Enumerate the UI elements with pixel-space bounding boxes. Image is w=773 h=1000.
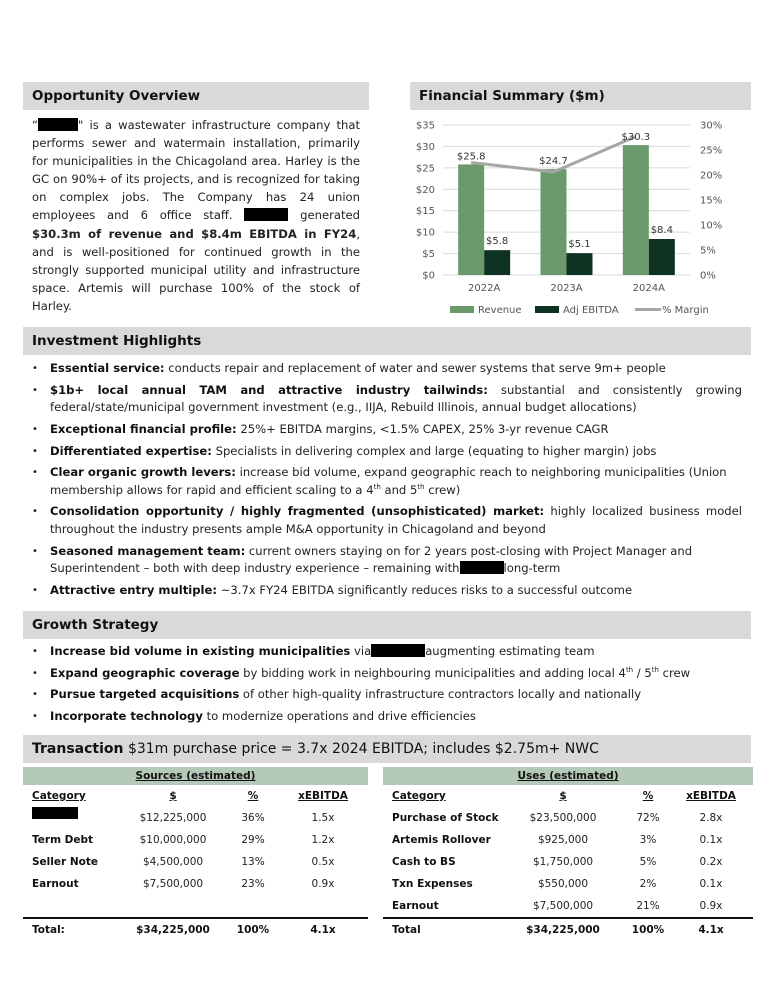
section-title: Financial Summary ($m) bbox=[419, 88, 605, 104]
revenue-bar bbox=[541, 169, 567, 275]
transaction-summary: $31m purchase price = 3.7x 2024 EBITDA; includes $2.75m+ NWC bbox=[123, 741, 599, 757]
legend-ebitda-swatch bbox=[535, 306, 559, 313]
list-item: • Expand geographic coverage by bidding work in neighbouring municipalities and adding local 4th / 5th crew bbox=[32, 665, 742, 683]
list-item: • Seasoned management team: current owners staying on for 2 years post-closing with Project Manager and Superintendent – both with deep industry experience – remaining with long-term bbox=[32, 543, 742, 578]
table-total-row: Total $34,225,000 100% 4.1x bbox=[392, 924, 724, 936]
redacted-company-name bbox=[38, 118, 78, 131]
y2-axis-tick: 15% bbox=[700, 195, 723, 207]
ebitda-data-label: $8.4 bbox=[650, 225, 673, 236]
legend-label: % Margin bbox=[662, 305, 709, 316]
sources-table bbox=[23, 767, 368, 941]
y2-axis-tick: 0% bbox=[700, 270, 716, 282]
table-row: Cash to BS $1,750,000 5% 0.2x bbox=[392, 856, 723, 868]
redacted-company-name bbox=[244, 208, 288, 221]
table-row: Purchase of Stock $23,500,000 72% 2.8x bbox=[392, 812, 723, 824]
revenue-data-label: $24.7 bbox=[539, 156, 568, 168]
ebitda-bar bbox=[567, 253, 593, 275]
x-axis-tick: 2022A bbox=[468, 283, 501, 294]
redacted-company-name bbox=[460, 561, 504, 574]
table-row: Term Debt $10,000,000 29% 1.2x bbox=[32, 834, 335, 846]
list-item: • Consolidation opportunity / highly fragmented (unsophisticated) market: highly localized business model throughout the industry presents ample M&A opportunity in Chicagoland and beyond bbox=[32, 503, 742, 538]
x-axis-tick: 2024A bbox=[632, 283, 665, 294]
list-item: • Increase bid volume in existing municipalities via augmenting estimating team bbox=[32, 643, 742, 661]
list-item: • Pursue targeted acquisitions of other high-quality infrastructure contractors locally and nationally bbox=[32, 686, 742, 704]
ebitda-data-label: $5.1 bbox=[568, 239, 591, 251]
ebitda-bar bbox=[484, 250, 510, 275]
y-axis-tick: $35 bbox=[415, 120, 435, 132]
section-title: Investment Highlights bbox=[32, 333, 202, 349]
y-axis-tick: $0 bbox=[422, 270, 435, 282]
opportunity-overview-header bbox=[23, 82, 369, 110]
y-axis-tick: $15 bbox=[415, 206, 435, 218]
investment-highlights-list bbox=[32, 360, 742, 604]
table-header-row: Category $ % xEBITDA bbox=[392, 790, 736, 802]
table-title: Uses (estimated) bbox=[383, 767, 753, 785]
list-item: • Attractive entry multiple: ~3.7x FY24 EBITDA significantly reduces risks to a successful outcome bbox=[32, 582, 742, 600]
redacted-company-name bbox=[371, 644, 425, 657]
revenue-data-label: $25.8 bbox=[456, 151, 486, 163]
list-item: • Incorporate technology to modernize operations and drive efficiencies bbox=[32, 708, 742, 726]
y-axis-tick: $5 bbox=[422, 249, 435, 261]
table-row: Seller Note $4,500,000 13% 0.5x bbox=[32, 856, 335, 868]
growth-strategy-header bbox=[23, 611, 751, 639]
y2-axis-tick: 20% bbox=[700, 170, 723, 182]
revenue-bar bbox=[623, 145, 649, 275]
y2-axis-tick: 30% bbox=[700, 120, 723, 132]
section-title: Transaction bbox=[32, 741, 124, 757]
investment-highlights-header bbox=[23, 327, 751, 355]
opportunity-overview-text: “ " is a wastewater infrastructure company that performs sewer and watermain installation, primarily for municipalities in the Chicagoland area. Harley is the GC on 90%+ of its projects, and is recognized for taking on complex jobs. The Company has 24 union employees and 6 office staff. generated $30.3m of revenue and $8.4m EBITDA in FY24, and is well-positioned for continued growth in the strongly supported municipal utility and infrastructure space. Artemis will purchase 100% of the stock of Harley. bbox=[32, 118, 360, 313]
table-row: Txn Expenses $550,000 2% 0.1x bbox=[392, 878, 723, 890]
financial-summary-chart bbox=[405, 112, 755, 327]
table-total-row: Total: $34,225,000 100% 4.1x bbox=[32, 924, 336, 936]
y-axis-tick: $10 bbox=[415, 227, 435, 239]
revenue-data-label: $30.3 bbox=[621, 132, 651, 144]
legend-revenue-swatch bbox=[450, 306, 474, 313]
growth-strategy-list bbox=[32, 643, 742, 730]
ebitda-bar bbox=[649, 239, 675, 275]
list-item: • $1b+ local annual TAM and attractive industry tailwinds: substantial and consistently growing federal/state/municipal government investment (e.g., IIJA, Rebuild Illinois, annual budget allocations) bbox=[32, 382, 742, 417]
table-title: Sources (estimated) bbox=[23, 767, 368, 785]
y-axis-tick: $30 bbox=[415, 141, 435, 153]
table-row: Earnout $7,500,000 23% 0.9x bbox=[32, 878, 335, 890]
y2-axis-tick: 10% bbox=[700, 220, 723, 232]
revenue-bar bbox=[458, 164, 484, 275]
y-axis-tick: $20 bbox=[415, 184, 435, 196]
financial-highlight: $30.3m of revenue and $8.4m EBITDA in FY24 bbox=[32, 226, 357, 241]
x-axis-tick: 2023A bbox=[550, 283, 583, 294]
table-row-spacer bbox=[23, 895, 368, 917]
y2-axis-tick: 5% bbox=[700, 245, 716, 257]
section-title: Growth Strategy bbox=[32, 617, 159, 633]
list-item: • Clear organic growth levers: increase bid volume, expand geographic reach to neighboring municipalities (Union membership allows for rapid and efficient scaling to a 4th and 5th crew) bbox=[32, 464, 742, 499]
list-item: • Differentiated expertise: Specialists in delivering complex and large (equating to higher margin) jobs bbox=[32, 443, 742, 461]
table-row: $12,225,000 36% 1.5x bbox=[23, 807, 368, 829]
section-title: Opportunity Overview bbox=[32, 88, 201, 104]
y2-axis-tick: 25% bbox=[700, 145, 723, 157]
table-row: Earnout $7,500,000 21% 0.9x bbox=[392, 900, 723, 912]
table-row: Artemis Rollover $925,000 3% 0.1x bbox=[392, 834, 723, 846]
ebitda-data-label: $5.8 bbox=[486, 236, 509, 248]
legend-label: Adj EBITDA bbox=[563, 305, 619, 316]
list-item: • Exceptional financial profile: 25%+ EBITDA margins, <1.5% CAPEX, 25% 3-yr revenue CAGR bbox=[32, 421, 742, 439]
list-item: • Essential service: conducts repair and replacement of water and sewer systems that serve 9m+ people bbox=[32, 360, 742, 378]
y-axis-tick: $25 bbox=[415, 163, 435, 175]
transaction-header bbox=[23, 735, 751, 763]
uses-table bbox=[383, 767, 753, 941]
legend-label: Revenue bbox=[478, 305, 522, 316]
table-header-row: Category $ % xEBITDA bbox=[32, 790, 348, 802]
combo-chart bbox=[405, 112, 755, 327]
financial-summary-header bbox=[410, 82, 751, 110]
